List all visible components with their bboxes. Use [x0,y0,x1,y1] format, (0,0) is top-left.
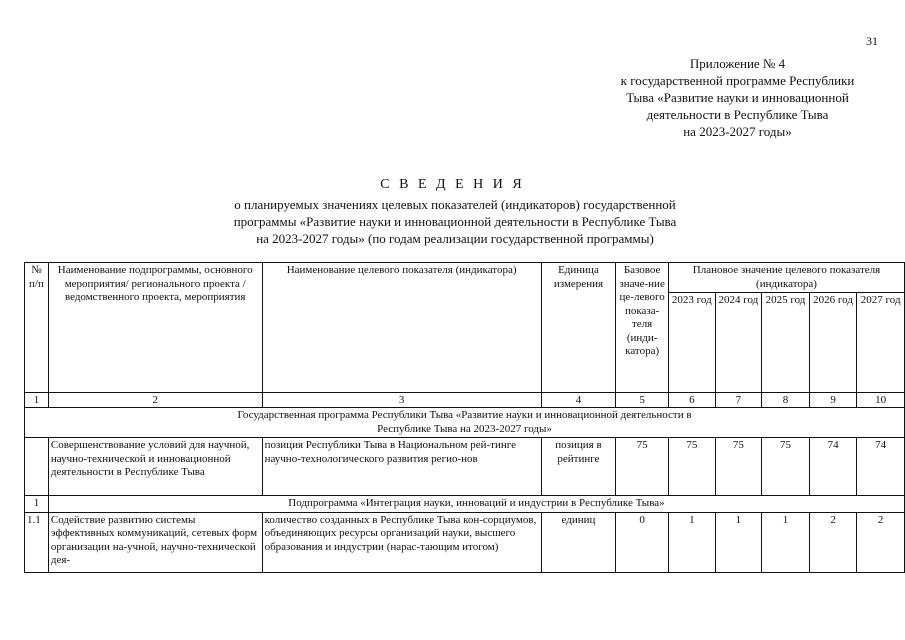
column-number: 7 [715,393,762,408]
row-year-value: 75 [669,438,716,496]
row-base-value: 0 [616,512,669,572]
document-subtitle [190,196,720,247]
row-indicator: количество созданных в Республике Тыва кон-сорциумов, объединяющих ресурсы организаций науки, высшего образования и индустрии (нарас-тающим итогом) [262,512,541,572]
column-number: 3 [262,393,541,408]
row-year-value: 74 [809,438,857,496]
appendix-line: деятельности в Республике Тыва [646,107,829,122]
column-number: 8 [762,393,810,408]
appendix-block [560,55,905,140]
row-base-value: 75 [616,438,669,496]
header-name: Наименование подпрограммы, основного мероприятия/ регионального проекта /ведомственного проекта, мероприятия [48,263,262,393]
subtitle-line: о планируемых значениях целевых показателей (индикаторов) государственной [234,197,676,212]
column-number: 2 [48,393,262,408]
program-title-row: Государственная программа Республики Тыва «Развитие науки и инновационной деятельности в Республике Тыва на 2023-2027 годы» [25,408,905,438]
row-name: Совершенствование условий для научной, научно-технической и инновационной деятельности в Республике Тыва [48,438,262,496]
row-name-text: Содействие развитию системы эффективных коммуникаций, сетевых форм организации на-учной, научно-технической дея- [50,513,258,566]
row-year-value: 2 [809,512,857,572]
header-indicator: Наименование целевого показателя (индикатора) [262,263,541,393]
header-base: Базовое значе-ние це-левого показа-теля (инди-катора) [616,263,669,393]
row-year-value: 1 [669,512,716,572]
table-row [25,512,905,572]
row-unit: позиция в рейтинге [541,438,616,496]
column-number: 6 [669,393,716,408]
subprogram-num: 1 [25,496,49,513]
row-year-value: 1 [762,512,810,572]
subtitle-line: программы «Развитие науки и инновационной деятельности в Республике Тыва [233,214,677,229]
row-name [48,512,262,572]
subprogram-title: Подпрограмма «Интеграция науки, инноваций и индустрии в Республике Тыва» [48,496,904,513]
row-year-value: 1 [715,512,762,572]
page-number: 31 [866,34,878,48]
row-indicator: позиция Республики Тыва в Национальном рей-тинге научно-технологического развития регио-нов [262,438,541,496]
header-year: 2026 год [809,293,857,393]
subprogram-row [25,496,905,513]
column-number: 5 [616,393,669,408]
column-number: 9 [809,393,857,408]
header-year: 2023 год [669,293,716,393]
subtitle-line: на 2023-2027 годы» (по годам реализации государственной программы) [256,231,654,246]
header-year: 2025 год [762,293,810,393]
appendix-line: Тыва «Развитие науки и инновационной [626,90,849,105]
column-number-row [25,393,905,408]
header-year: 2024 год [715,293,762,393]
row-year-value: 2 [857,512,905,572]
row-year-value: 75 [715,438,762,496]
header-unit: Единица измерения [541,263,616,393]
indicators-table [24,262,905,573]
header-planned: Плановое значение целевого показателя (индикатора) [669,263,905,293]
header-num: № п/п [25,263,49,393]
appendix-line: на 2023-2027 годы» [683,124,792,139]
table-row [25,438,905,496]
appendix-line: к государственной программе Республики [620,73,855,88]
row-year-value: 74 [857,438,905,496]
column-number: 10 [857,393,905,408]
row-unit: единиц [541,512,616,572]
header-year: 2027 год [857,293,905,393]
appendix-line: Приложение № 4 [689,56,786,71]
row-num: 1.1 [25,512,49,572]
column-number: 4 [541,393,616,408]
row-year-value: 75 [762,438,810,496]
document-title: С В Е Д Е Н И Я [380,177,525,192]
row-num [25,438,49,496]
column-number: 1 [25,393,49,408]
